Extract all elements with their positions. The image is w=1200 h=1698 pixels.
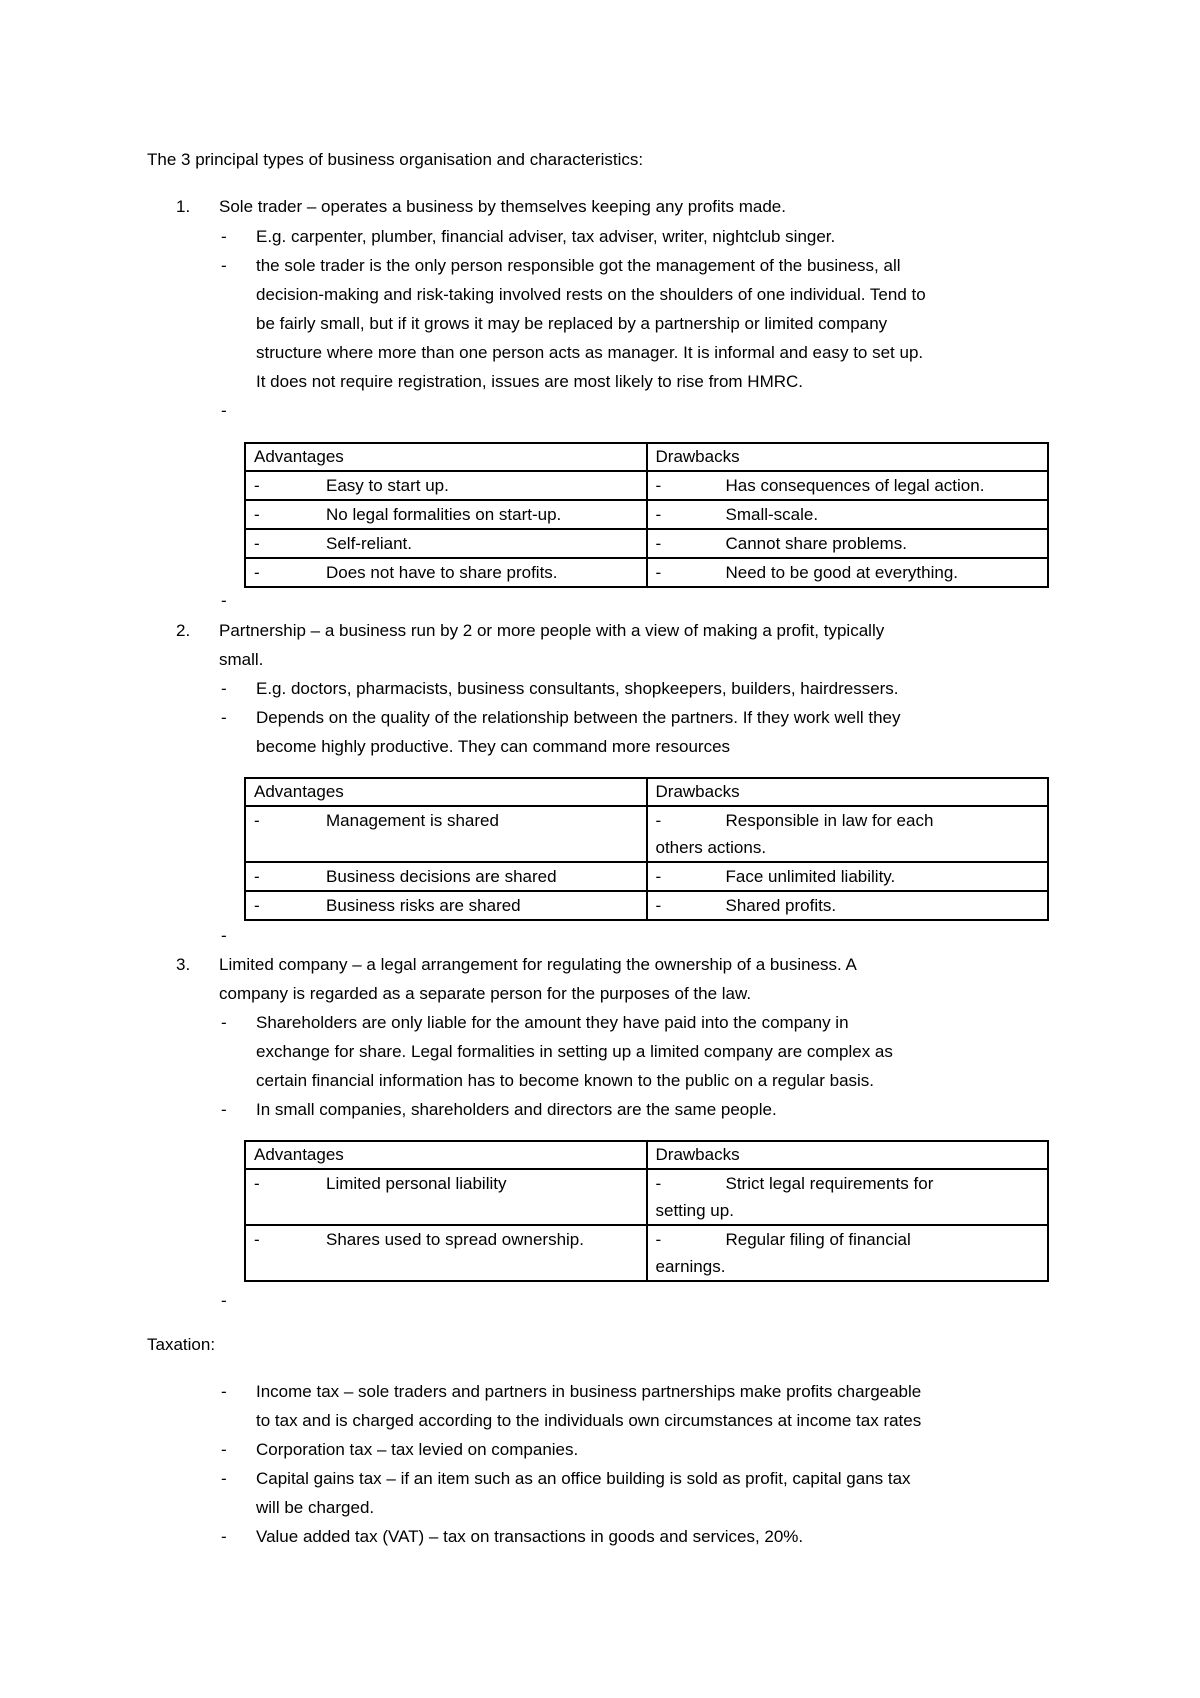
cell-dash: - xyxy=(254,811,260,830)
advantages-header: Advantages xyxy=(245,1141,647,1169)
drawback-text: Responsible in law for each xyxy=(725,811,934,830)
bullet-dash: - xyxy=(221,401,227,420)
advantage-text: Shares used to spread ownership. xyxy=(326,1230,584,1249)
bullet-dash: - xyxy=(221,1382,227,1401)
tax-item-corporation: Corporation tax – tax levied on companies. xyxy=(256,1440,579,1459)
bullet-dash: - xyxy=(221,926,227,945)
section-3-bullet-1-line-3: certain financial information has to become known to the public on a regular basis. xyxy=(256,1071,875,1090)
table-row xyxy=(245,891,1048,920)
cell-dash: - xyxy=(254,896,260,915)
section-2-bullet-2-line-2: become highly productive. They can command more resources xyxy=(256,737,731,756)
drawback-text: Shared profits. xyxy=(725,896,837,915)
drawback-text: Face unlimited liability. xyxy=(725,867,896,886)
limited-company-table xyxy=(244,1140,1049,1282)
bullet-dash: - xyxy=(221,1013,227,1032)
table-header-row xyxy=(245,1141,1048,1169)
advantage-text: Management is shared xyxy=(326,811,499,830)
table-header-row xyxy=(245,443,1048,471)
section-2-bullet-2-line-1: Depends on the quality of the relationship between the partners. If they work well they xyxy=(256,708,901,727)
table-row xyxy=(245,500,1048,529)
cell-dash: - xyxy=(254,1230,260,1249)
table-row xyxy=(245,529,1048,558)
cell-dash: - xyxy=(655,811,662,830)
section-3-heading-line-2: company is regarded as a separate person for the purposes of the law. xyxy=(219,984,752,1003)
drawback-text-cont: others actions. xyxy=(655,838,767,857)
advantage-text: Self-reliant. xyxy=(326,534,412,553)
section-1-bullet-2-line-5: It does not require registration, issues are most likely to rise from HMRC. xyxy=(256,372,804,391)
taxation-title: Taxation: xyxy=(147,1335,216,1354)
section-1-number: 1. xyxy=(176,197,191,216)
cell-dash: - xyxy=(655,505,662,524)
drawbacks-header: Drawbacks xyxy=(647,778,1049,806)
bullet-dash: - xyxy=(221,708,227,727)
section-2-heading-line-1: Partnership – a business run by 2 or more people with a view of making a profit, typically xyxy=(219,621,885,640)
cell-dash: - xyxy=(655,1174,662,1193)
cell-dash: - xyxy=(655,896,662,915)
bullet-dash: - xyxy=(221,591,227,610)
drawback-text: Has consequences of legal action. xyxy=(725,476,985,495)
section-1-bullet-2-line-2: decision-making and risk-taking involved rests on the shoulders of one individual. Tend to xyxy=(256,285,926,304)
advantage-text: No legal formalities on start-up. xyxy=(326,505,562,524)
section-1-bullet-2-line-4: structure where more than one person acts as manager. It is informal and easy to set up. xyxy=(256,343,924,362)
cell-dash: - xyxy=(254,867,260,886)
cell-dash: - xyxy=(254,563,260,582)
bullet-dash: - xyxy=(221,1100,227,1119)
advantages-header: Advantages xyxy=(245,443,647,471)
drawback-text: Strict legal requirements for xyxy=(725,1174,934,1193)
cell-dash: - xyxy=(655,867,662,886)
drawbacks-header: Drawbacks xyxy=(647,443,1049,471)
drawbacks-header: Drawbacks xyxy=(647,1141,1049,1169)
intro-title: The 3 principal types of business organisation and characteristics: xyxy=(147,150,644,169)
advantage-text: Does not have to share profits. xyxy=(326,563,558,582)
tax-item-capital-gains-line-1: Capital gains tax – if an item such as an office building is sold as profit, capital gans tax xyxy=(256,1469,911,1488)
advantage-text: Business decisions are shared xyxy=(326,867,557,886)
drawback-text: Need to be good at everything. xyxy=(725,563,958,582)
sole-trader-table xyxy=(244,442,1049,588)
bullet-dash: - xyxy=(221,679,227,698)
bullet-dash: - xyxy=(221,1291,227,1310)
section-2-number: 2. xyxy=(176,621,191,640)
section-2-heading-line-2: small. xyxy=(219,650,264,669)
section-1-bullet-2-line-3: be fairly small, but if it grows it may be replaced by a partnership or limited company xyxy=(256,314,888,333)
table-row xyxy=(245,806,1048,862)
partnership-table xyxy=(244,777,1049,921)
bullet-dash: - xyxy=(221,1527,227,1546)
section-1-bullet-2-line-1: the sole trader is the only person responsible got the management of the business, all xyxy=(256,256,901,275)
drawback-text-cont: earnings. xyxy=(655,1257,726,1276)
table-header-row xyxy=(245,778,1048,806)
table-row xyxy=(245,1169,1048,1225)
cell-dash: - xyxy=(254,505,260,524)
section-3-bullet-1-line-1: Shareholders are only liable for the amount they have paid into the company in xyxy=(256,1013,849,1032)
cell-dash: - xyxy=(655,1230,662,1249)
advantages-header: Advantages xyxy=(245,778,647,806)
table-row xyxy=(245,862,1048,891)
tax-item-vat: Value added tax (VAT) – tax on transactions in goods and services, 20%. xyxy=(256,1527,804,1546)
bullet-dash: - xyxy=(221,1469,227,1488)
bullet-dash: - xyxy=(221,256,227,275)
drawback-text: Small-scale. xyxy=(725,505,819,524)
section-3-bullet-2: In small companies, shareholders and directors are the same people. xyxy=(256,1100,777,1119)
section-2-bullet-1: E.g. doctors, pharmacists, business consultants, shopkeepers, builders, hairdressers. xyxy=(256,679,899,698)
cell-dash: - xyxy=(655,476,662,495)
table-row xyxy=(245,1225,1048,1281)
table-row xyxy=(245,558,1048,587)
table-row xyxy=(245,471,1048,500)
drawback-text: Cannot share problems. xyxy=(725,534,907,553)
drawback-text-cont: setting up. xyxy=(655,1201,734,1220)
cell-dash: - xyxy=(655,563,662,582)
section-1-bullet-1: E.g. carpenter, plumber, financial adviser, tax adviser, writer, nightclub singer. xyxy=(256,227,836,246)
section-3-bullet-1-line-2: exchange for share. Legal formalities in setting up a limited company are complex as xyxy=(256,1042,893,1061)
section-1-heading: Sole trader – operates a business by themselves keeping any profits made. xyxy=(219,197,786,216)
cell-dash: - xyxy=(254,1174,260,1193)
section-3-heading-line-1: Limited company – a legal arrangement for regulating the ownership of a business. A xyxy=(219,955,857,974)
cell-dash: - xyxy=(655,534,662,553)
drawback-text: Regular filing of financial xyxy=(725,1230,911,1249)
tax-item-capital-gains-line-2: will be charged. xyxy=(256,1498,375,1517)
tax-item-income-line-2: to tax and is charged according to the individuals own circumstances at income tax rates xyxy=(256,1411,922,1430)
advantage-text: Business risks are shared xyxy=(326,896,521,915)
advantage-text: Easy to start up. xyxy=(326,476,449,495)
section-3-number: 3. xyxy=(176,955,191,974)
cell-dash: - xyxy=(254,476,260,495)
advantage-text: Limited personal liability xyxy=(326,1174,507,1193)
cell-dash: - xyxy=(254,534,260,553)
bullet-dash: - xyxy=(221,1440,227,1459)
tax-item-income-line-1: Income tax – sole traders and partners in business partnerships make profits chargeable xyxy=(256,1382,922,1401)
bullet-dash: - xyxy=(221,227,227,246)
